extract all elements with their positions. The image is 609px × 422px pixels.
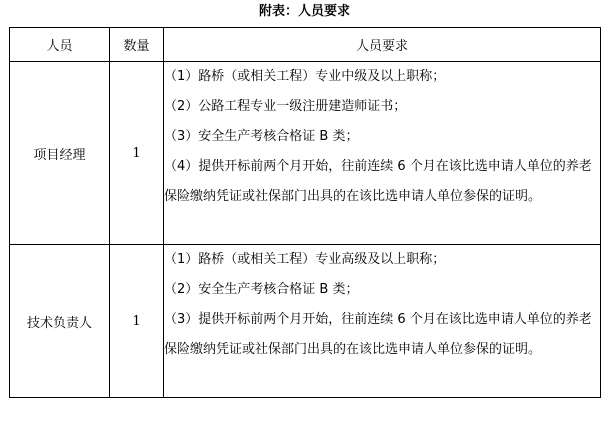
header-person: 人员	[10, 28, 110, 62]
header-count: 数量	[110, 28, 164, 62]
document-title: 附表：人员要求	[258, 4, 350, 19]
count-cell: 1	[110, 62, 164, 245]
personnel-requirements-table	[9, 27, 601, 398]
requirement-item: （2）安全生产考核合格证 B 类；	[164, 282, 359, 297]
person-cell: 项目经理	[10, 62, 110, 245]
table-row	[10, 245, 601, 398]
requirement-item: （4）提供开标前两个月开始，往前连续 6 个月在该比选申请人单位的养老保险缴纳凭证或社保部门出具的在该比选申请人单位参保的证明。	[164, 159, 592, 204]
requirement-item: （3）提供开标前两个月开始，往前连续 6 个月在该比选申请人单位的养老保险缴纳凭证或社保部门出具的在该比选申请人单位参保的证明。	[164, 312, 592, 357]
table-header-row	[10, 28, 601, 62]
requirement-item: （1）路桥（或相关工程）专业高级及以上职称；	[164, 252, 446, 267]
table-row	[10, 62, 601, 245]
requirements-cell	[164, 62, 601, 245]
person-cell: 技术负责人	[10, 245, 110, 398]
requirement-item: （1）路桥（或相关工程）专业中级及以上职称；	[164, 69, 446, 84]
requirements-cell	[164, 245, 601, 398]
requirement-item: （2）公路工程专业一级注册建造师证书；	[164, 99, 407, 114]
header-requirements: 人员要求	[164, 28, 601, 62]
requirement-item: （3）安全生产考核合格证 B 类；	[164, 129, 359, 144]
count-cell: 1	[110, 245, 164, 398]
